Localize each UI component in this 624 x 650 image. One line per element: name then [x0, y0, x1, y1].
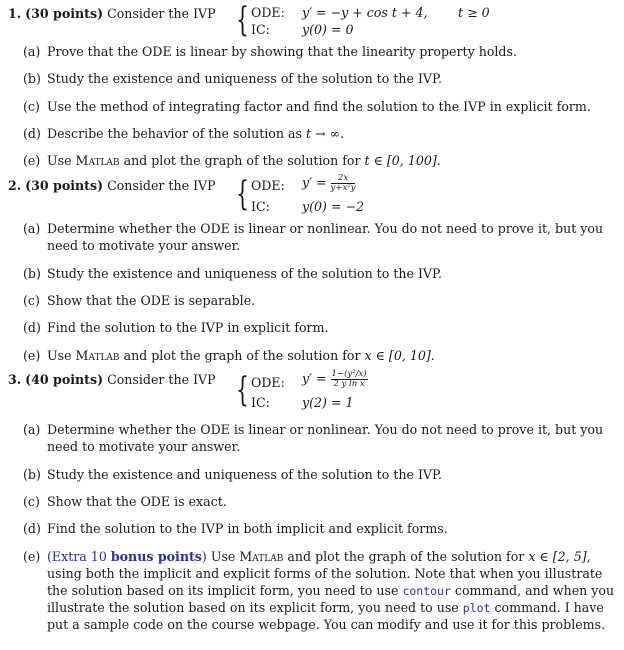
part-label: (e) [23, 348, 41, 363]
part-text-main: Describe the behavior of the solution as [47, 126, 302, 141]
ode-fraction [331, 370, 368, 389]
problem-intro: Consider the IVP [107, 372, 216, 387]
ic-expression: y(0) = −2 [302, 199, 365, 214]
contour-command: contour [402, 584, 451, 598]
problem-intro: Consider the IVP [107, 6, 216, 21]
bonus-close: ) [201, 549, 207, 564]
part-text-main: the solution based on its implicit form, you need to use [47, 583, 399, 598]
problem-2-header [8, 178, 216, 193]
part-text: Study the existence and uniqueness of the solution to the IVP. [47, 71, 442, 86]
problem-points: (30 points) [25, 6, 104, 21]
ode-expression [302, 174, 355, 193]
part-text-rest: and plot the graph of the solution for [123, 348, 361, 363]
ic-label: IC: [251, 199, 270, 214]
math-expression: x ∈ [0, 10]. [364, 348, 435, 363]
problem-3-header [8, 372, 216, 387]
ode-expression [302, 370, 368, 389]
problem-number: 2. [8, 178, 22, 193]
part-text-main: Use [47, 153, 72, 168]
matlab-name: Matlab [75, 348, 120, 363]
part-label: (b) [23, 467, 41, 482]
problem-1-header [8, 6, 216, 21]
part-text: Study the existence and uniqueness of the solution to the IVP. [47, 266, 442, 281]
part-text-main: Use [47, 348, 72, 363]
part-text [47, 126, 344, 141]
problem-points: (40 points) [25, 372, 104, 387]
matlab-name: Matlab [75, 153, 120, 168]
part-text-line [47, 583, 614, 598]
bonus-open: (Extra 10 [47, 549, 107, 564]
part-label: (d) [23, 126, 41, 141]
part-label: (a) [23, 422, 41, 437]
math-expression: t → ∞. [305, 126, 345, 141]
part-text-line [47, 549, 591, 564]
ivp-brace: { [236, 174, 249, 214]
fraction-numerator: 2x [331, 174, 356, 184]
ic-label: IC: [251, 22, 270, 37]
part-text-line [47, 600, 604, 615]
part-text: Study the existence and uniqueness of the solution to the IVP. [47, 467, 442, 482]
part-label: (a) [23, 221, 41, 236]
ic-expression: y(0) = 0 [302, 22, 354, 37]
problem-number: 1. [8, 6, 22, 21]
ode-fraction [331, 174, 356, 193]
problem-number: 3. [8, 372, 22, 387]
part-text-rest: and plot the graph of the solution for [287, 549, 525, 564]
part-text-rest: and plot the graph of the solution for [123, 153, 361, 168]
fraction-numerator: 1−(y²/x) [331, 369, 367, 379]
plot-command: plot [462, 601, 491, 615]
part-text-main: illustrate the solution based on its explicit form, you need to use [47, 600, 459, 615]
part-label: (d) [23, 521, 41, 536]
ic-label: IC: [251, 395, 270, 410]
ode-label: ODE: [251, 178, 285, 193]
part-text: Find the solution to the IVP in explicit form. [47, 320, 329, 335]
part-text-line: Determine whether the ODE is linear or nonlinear. You do not need to prove it, but you [47, 422, 604, 437]
part-label: (e) [23, 549, 41, 564]
part-text: Show that the ODE is exact. [47, 494, 227, 509]
part-text-line: need to motivate your answer. [47, 439, 241, 454]
part-label: (c) [23, 99, 40, 114]
part-label: (b) [23, 71, 41, 86]
part-text: Prove that the ODE is linear by showing that the linearity property holds. [47, 44, 517, 59]
ode-lhs: y′ = [302, 175, 327, 190]
part-text-line: put a sample code on the course webpage. You can modify and use it for this problems. [47, 617, 606, 632]
math-expression: x ∈ [2, 5], [528, 549, 591, 564]
part-text: Use the method of integrating factor and find the solution to the IVP in explicit form. [47, 99, 591, 114]
part-label: (c) [23, 293, 40, 308]
part-text-line: Determine whether the ODE is linear or nonlinear. You do not need to prove it, but you [47, 221, 604, 236]
part-label: (a) [23, 44, 41, 59]
part-text [47, 153, 441, 168]
ode-condition: t ≥ 0 [458, 5, 490, 20]
part-text-rest: command, and when you [454, 583, 615, 598]
ode-label: ODE: [251, 375, 285, 390]
part-text [47, 348, 435, 363]
ivp-brace: { [236, 0, 249, 40]
matlab-name: Matlab [239, 549, 284, 564]
part-label: (c) [23, 494, 40, 509]
part-text-line: need to motivate your answer. [47, 238, 241, 253]
fraction-denominator: 2 y ln x [333, 379, 365, 389]
part-text-main: Use [210, 549, 236, 564]
ode-expression: y′ = −y + cos t + 4, [302, 5, 428, 20]
ivp-brace: { [236, 370, 249, 410]
bonus-points: bonus points [110, 549, 202, 564]
part-label: (e) [23, 153, 41, 168]
part-text: Find the solution to the IVP in both implicit and explicit forms. [47, 521, 448, 536]
math-expression: t ∈ [0, 100]. [364, 153, 441, 168]
part-label: (b) [23, 266, 41, 281]
part-text: Show that the ODE is separable. [47, 293, 256, 308]
problem-intro: Consider the IVP [107, 178, 216, 193]
ode-label: ODE: [251, 5, 285, 20]
part-text-line: using both the implicit and explicit forms of the solution. Note that when you illustrate [47, 566, 603, 581]
ic-expression: y(2) = 1 [302, 395, 354, 410]
problem-points: (30 points) [25, 178, 104, 193]
fraction-denominator: y+x²y [330, 183, 356, 193]
part-label: (d) [23, 320, 41, 335]
ode-lhs: y′ = [302, 371, 327, 386]
part-text-rest: command. I have [494, 600, 604, 615]
